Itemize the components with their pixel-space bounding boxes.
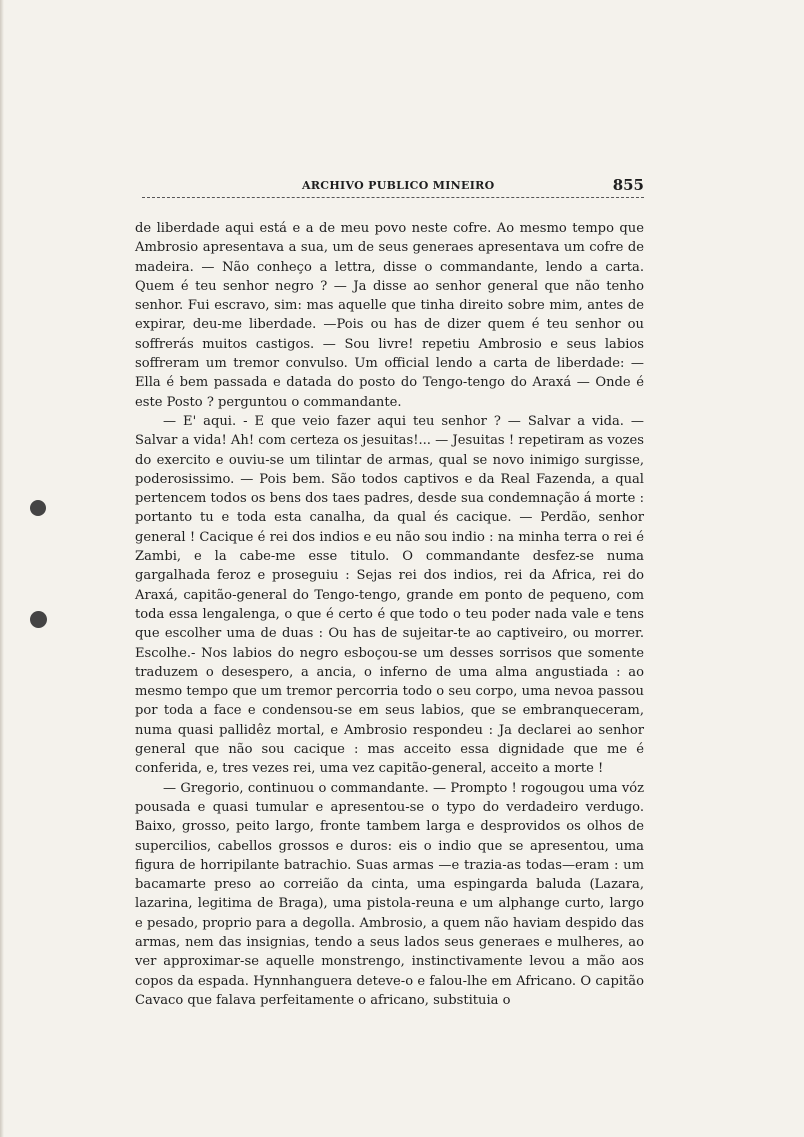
running-header — [142, 176, 644, 201]
page-edge-shadow — [0, 0, 4, 1137]
paragraph-1: de liberdade aqui está e a de meu povo neste cofre. Ao mesmo tempo que Ambrosio apresentava a sua, um de seus generaes apresentava um cofre de madeira. — Não conheço a lettra, disse o commandante, lendo a carta. Quem é teu senhor negro ? — Ja disse ao senhor general que não tenho senhor. Fui escravo, sim: mas aquelle que tinha direito sobre mim, antes de expirar, deu-me liberdade. —Pois ou has de dizer quem é teu senhor ou soffrerás muitos castigos. — Sou livre! repetiu Ambrosio e seus labios soffreram um tremor convulso. Um official lendo a carta de liberdade: — Ella é bem passada e datada do posto do Tengo-tengo do Araxá — Onde é este Posto ? perguntou o commandante. — [135, 221, 644, 410]
body-text — [135, 219, 644, 1010]
paragraph-2: — E' aqui. - E que veio fazer aqui teu senhor ? — Salvar a vida. — Salvar a vida! Ah! com certeza os jesuitas!... — Jesuitas ! repetiram as vozes do exercito e ouviu-se um tilintar de armas, qual se novo inimigo surgisse, poderosissimo. — Pois bem. São todos captivos e da Real Fazenda, a qual pertencem todos os bens dos taes padres, desde sua condemnação á morte : portanto tu e toda esta canalha, da qual és cacique. — Perdão, senhor general ! Cacique é rei dos indios e eu não sou indio : na minha terra o rei é Zambi, e la cabe-me esse titulo. O commandante desfez-se numa gargalhada feroz e proseguiu : Sejas rei dos indios, rei da Africa, rei do Araxá, capitão-general do Tengo-tengo, grande em ponto de pequeno, com toda essa lengalenga, o que é certo é que todo o teu poder nada vale e tens que escolher uma de duas : Ou has de sujeitar-te ao captiveiro, ou morrer. Escolhe.- Nos labios do negro esboçou-se um desses sorrisos que somente traduzem o desespero, a ancia, o inferno de uma alma angustiada : ao mesmo tempo que um tremor percorria todo o seu corpo, uma nevoa passou por toda a face e condensou-se em seus labios, que se embranqueceram, numa quasi pallidêz mortal, e Ambrosio respondeu : Ja declarei ao senhor general que não sou cacique : mas acceito essa dignidade que me é conferida, e, tres vezes rei, uma vez capitão-general, acceito a morte ! — [135, 413, 644, 777]
header-rule — [142, 197, 644, 198]
page-number: 855 — [612, 176, 644, 194]
ink-blot — [30, 611, 47, 628]
ink-blot — [30, 500, 46, 516]
journal-title: ARCHIVO PUBLICO MINEIRO — [302, 179, 495, 192]
paragraph-3: — Gregorio, continuou o commandante. — Prompto ! rogougou uma vóz pousada e quasi tumular e apresentou-se o typo do verdadeiro verdugo. Baixo, grosso, peito largo, fronte tambem larga e desprovidos os olhos de supercilios, cabellos grossos e duros: eis o indio que se apresentou, uma figura de horripilante batrachio. Suas armas —e trazia-as todas—eram : um bacamarte preso ao correião da cinta, uma espingarda baluda (Lazara, lazarina, legitima de Braga), uma pistola-reuna e um alphange curto, largo e pesado, proprio para a degolla. Ambrosio, a quem não haviam despido das armas, nem das insignias, tendo a seus lados seus generaes e mulheres, ao ver approximar-se aquelle monstrengo, instinctivamente levou a mão aos copos da espada. Hynnhanguera deteve-o e falou-lhe em Africano. O capitão Cavaco que falava perfeitamente o africano, substituia o — [135, 780, 644, 1008]
